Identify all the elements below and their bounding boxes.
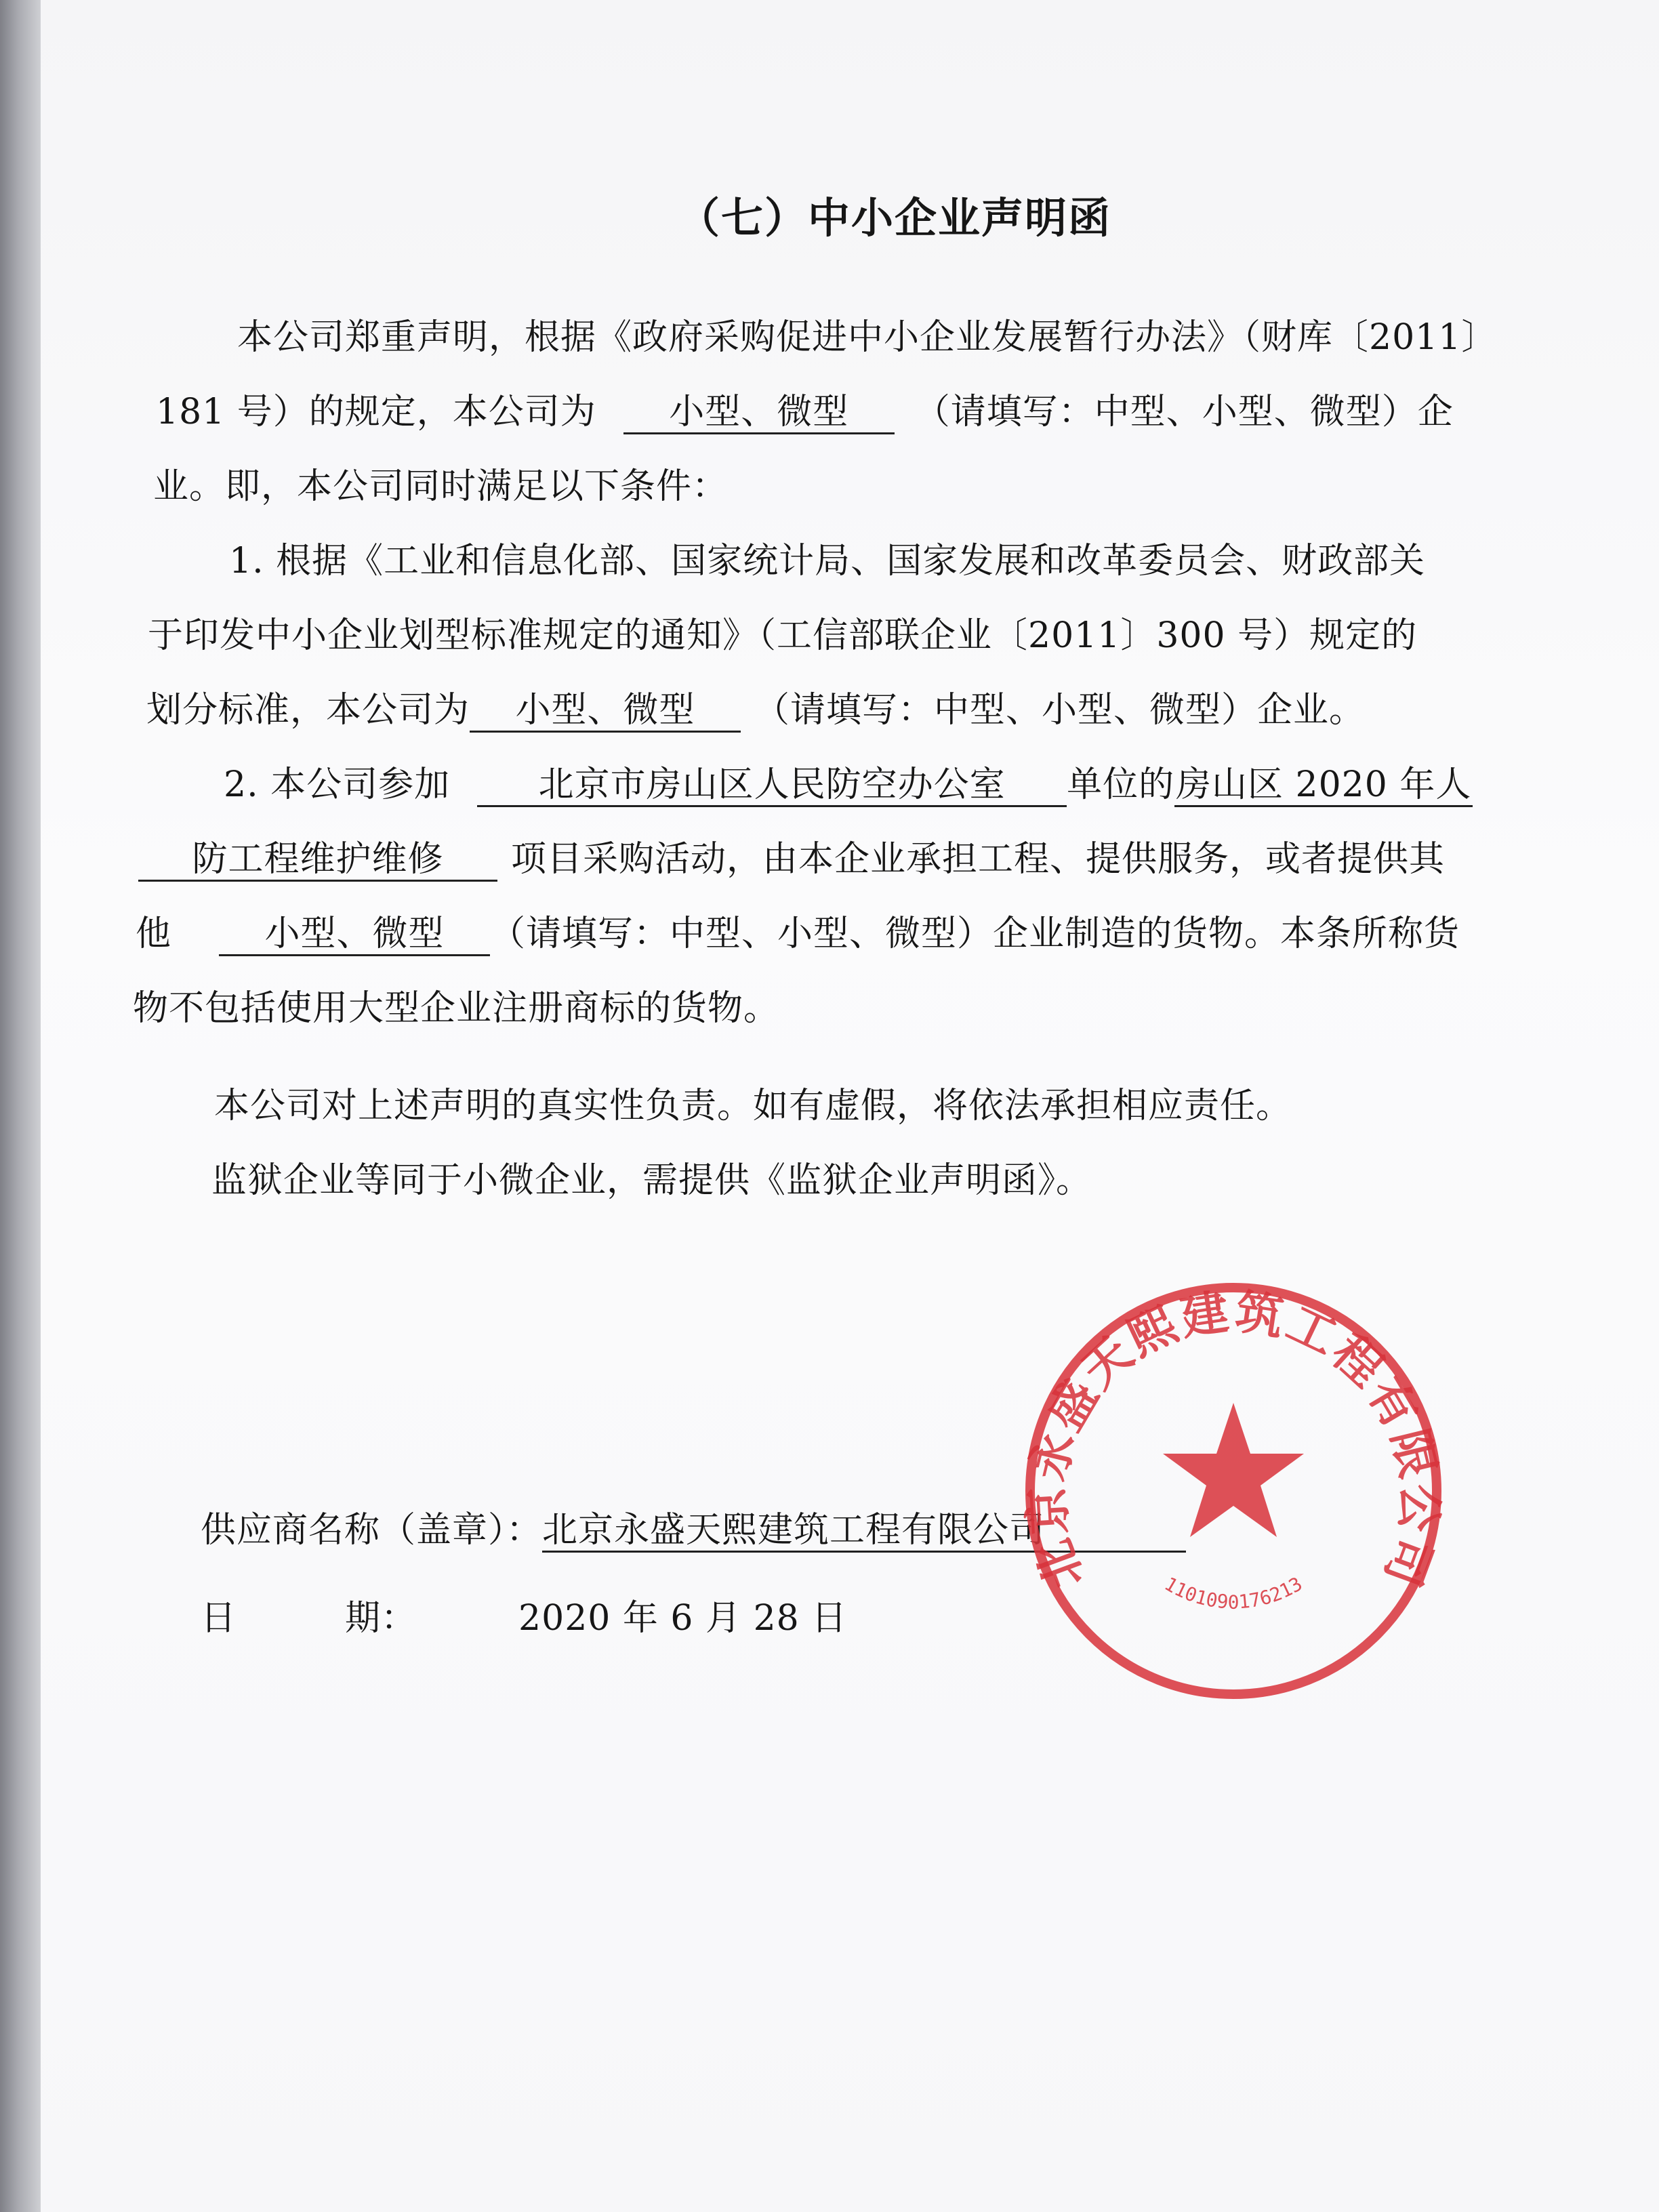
- para1-line2-prefix: 181 号）的规定，本公司为: [156, 392, 596, 432]
- seal-company-name: 北京永盛天熙建筑工程有限公司: [1019, 1284, 1448, 1597]
- item2-line1-prefix: 2. 本公司参加: [224, 764, 451, 805]
- supplier-name-fill: 北京永盛天熙建筑工程有限公司: [542, 1510, 1186, 1553]
- binder-edge: [0, 0, 41, 2212]
- date-label-period: 期：: [345, 1598, 417, 1639]
- item1-line3: [146, 689, 1365, 733]
- project-name-fill-part2: 防工程维护维修: [138, 839, 497, 882]
- item2-line3-suffix: （请填写：中型、小型、微型）企业制造的货物。本条所称货: [490, 914, 1460, 954]
- enterprise-type-fill-3: 小型、微型: [219, 914, 490, 956]
- prison-enterprise-note: 监狱企业等同于小微企业，需提供《监狱企业声明函》。: [211, 1160, 1092, 1201]
- item2-line3-prefix: 他: [136, 914, 172, 954]
- item2-line1-mid: 单位的: [1067, 764, 1175, 805]
- supplier-label: 供应商名称（盖章）：: [201, 1510, 543, 1551]
- company-seal-stamp: [1017, 1274, 1450, 1708]
- item1-line1: 1. 根据《工业和信息化部、国家统计局、国家发展和改革委员会、财政部关: [229, 541, 1426, 581]
- item2-line3: [136, 912, 1460, 956]
- item2-line2: [138, 838, 1445, 882]
- para1-line2: [156, 390, 1454, 434]
- svg-text:1101090176213: [1161, 1572, 1307, 1613]
- item1-line3-suffix: （请填写：中型、小型、微型）企业。: [754, 690, 1366, 731]
- item2-line1: [224, 763, 1473, 807]
- date-line: [201, 1597, 847, 1640]
- project-name-fill-part1: 房山区 2020 年人: [1174, 764, 1473, 807]
- date-label-day: 日: [201, 1598, 237, 1639]
- item2-line4: 物不包括使用大型企业注册商标的货物。: [133, 988, 780, 1029]
- responsibility-statement: 本公司对上述声明的真实性负责。如有虚假，将依法承担相应责任。: [214, 1086, 1292, 1126]
- para1-line2-suffix: （请填写：中型、小型、微型）企: [914, 392, 1454, 432]
- enterprise-type-fill-1: 小型、微型: [623, 392, 895, 434]
- item1-line3-prefix: 划分标准，本公司为: [146, 690, 470, 731]
- para1-line1: 本公司郑重声明，根据《政府采购促进中小企业发展暂行办法》（财库〔2011〕: [237, 317, 1498, 358]
- para1-line3: 业。即，本公司同时满足以下条件：: [153, 466, 729, 507]
- enterprise-type-fill-2: 小型、微型: [470, 690, 741, 733]
- item1-line2: 于印发中小企业划型标准规定的通知》（工信部联企业〔2011〕300 号）规定的: [148, 615, 1418, 656]
- item2-line2-suffix: 项目采购活动，由本企业承担工程、提供服务，或者提供其: [511, 839, 1446, 880]
- seal-registration-number: 1101090176213: [1160, 1572, 1307, 1614]
- purchasing-unit-fill: 北京市房山区人民防空办公室: [477, 764, 1067, 807]
- seal-star-icon: [1163, 1403, 1304, 1537]
- document-title: （七）中小企业声明函: [678, 193, 1112, 243]
- date-value: 2020 年 6 月 28 日: [518, 1598, 848, 1639]
